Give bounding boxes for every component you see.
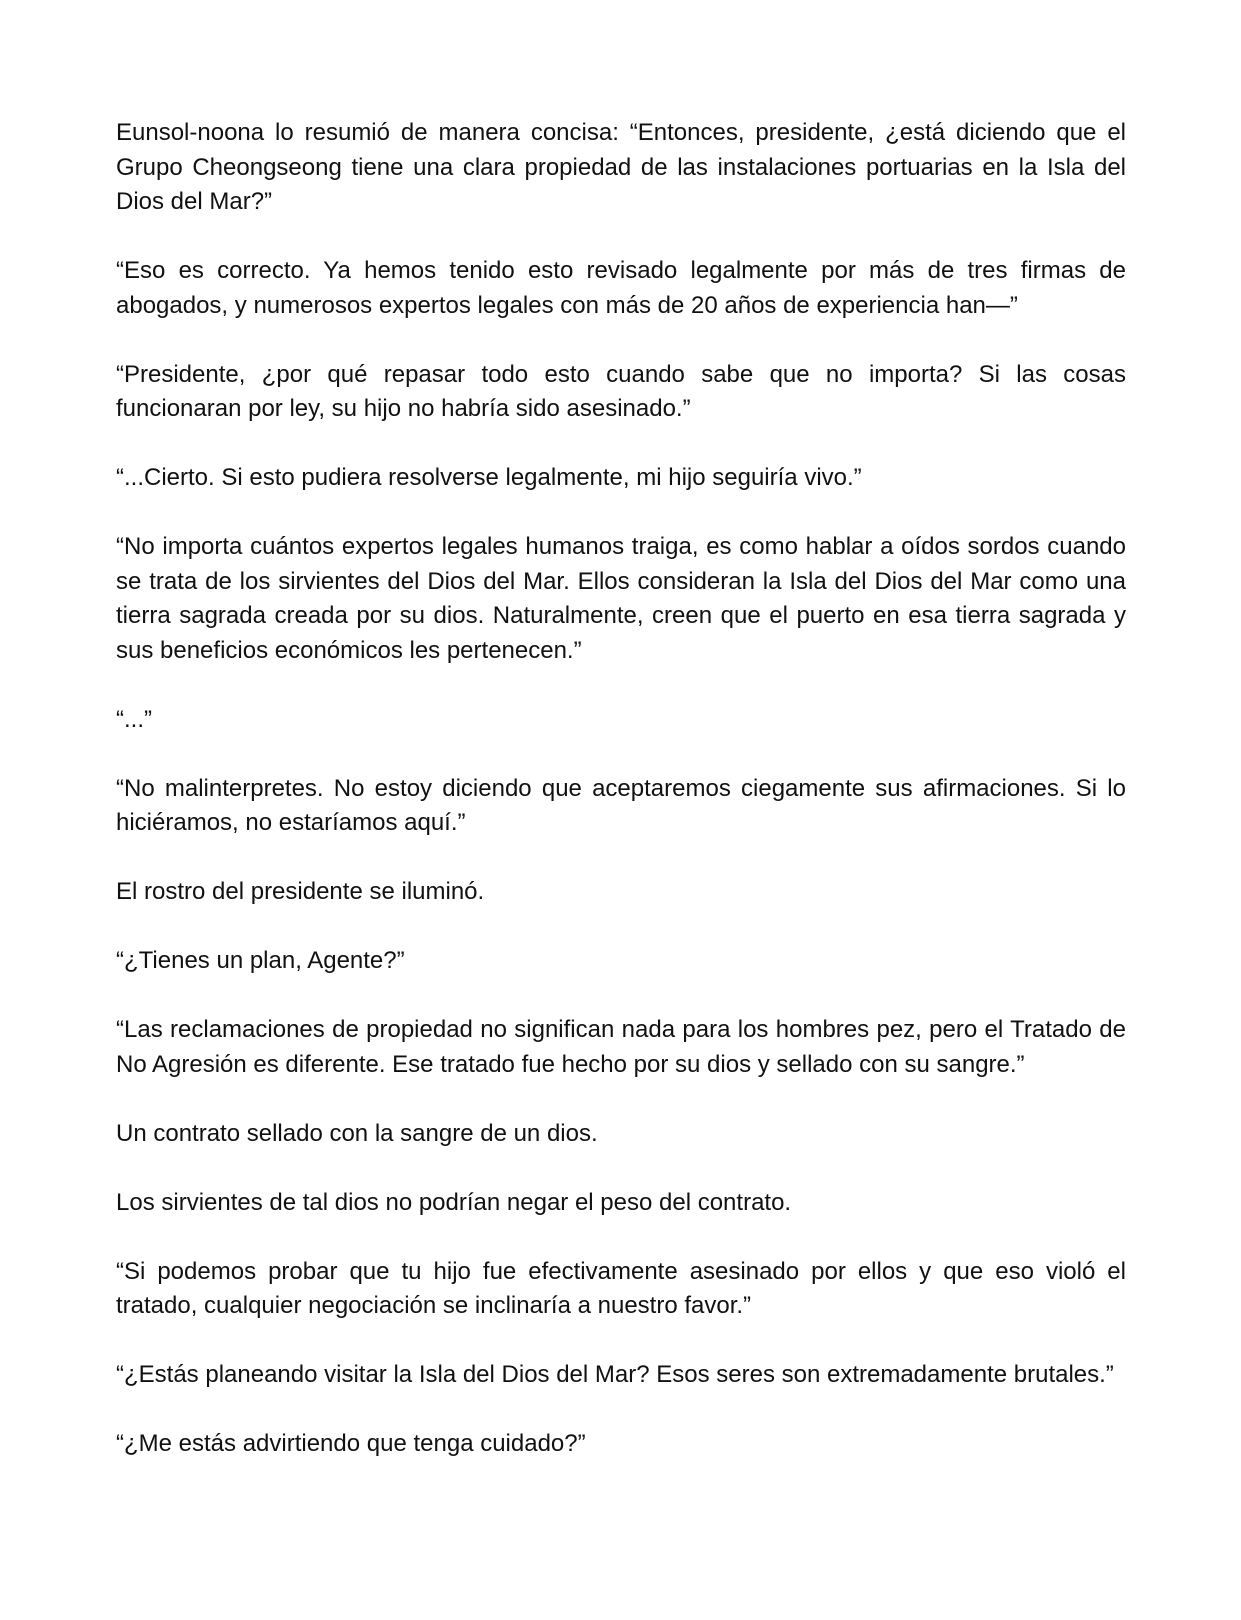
paragraph: “Eso es correcto. Ya hemos tenido esto revisado legalmente por más de tres firmas de abogados, y numerosos expertos legales con más de 20 años de experiencia han—”: [116, 257, 1126, 319]
paragraph: “Las reclamaciones de propiedad no significan nada para los hombres pez, pero el Tratado de No Agresión es diferente. Ese tratado fue hecho por su dios y sellado con su sangre.”: [116, 1016, 1126, 1078]
paragraph: “¿Tienes un plan, Agente?”: [116, 947, 405, 974]
paragraph: “No malinterpretes. No estoy diciendo que aceptaremos ciegamente sus afirmaciones. Si lo hiciéramos, no estaríamos aquí.”: [116, 774, 1126, 836]
body-text: [116, 116, 1126, 1496]
paragraph: Los sirvientes de tal dios no podrían negar el peso del contrato.: [116, 1188, 792, 1216]
paragraph: Eunsol-noona lo resumió de manera concisa: “Entonces, presidente, ¿está diciendo que el Grupo Cheongseong tiene una clara propiedad de las instalaciones portuarias en la Isla del Dios del Mar?”: [116, 119, 1126, 215]
paragraph: “...Cierto. Si esto pudiera resolverse legalmente, mi hijo seguiría vivo.”: [116, 464, 862, 491]
paragraph: Un contrato sellado con la sangre de un dios.: [116, 1119, 598, 1147]
paragraph: “...”: [116, 705, 152, 733]
paragraph: El rostro del presidente se iluminó.: [116, 878, 485, 905]
paragraph: “¿Me estás advirtiendo que tenga cuidado?”: [116, 1430, 586, 1457]
paragraph: “¿Estás planeando visitar la Isla del Dios del Mar? Esos seres son extremadamente brutales.”: [116, 1361, 1114, 1388]
paragraph: “No importa cuántos expertos legales humanos traiga, es como hablar a oídos sordos cuando se trata de los sirvientes del Dios del Mar. Ellos consideran la Isla del Dios del Mar como una tierra sagrada creada por su dios. Naturalmente, creen que el puerto en esa tierra sagrada y sus beneficios económicos les pertenecen.”: [116, 533, 1126, 664]
paragraph: “Si podemos probar que tu hijo fue efectivamente asesinado por ellos y que eso violó el tratado, cualquier negociación se inclinaría a nuestro favor.”: [116, 1257, 1126, 1319]
paragraph: “Presidente, ¿por qué repasar todo esto cuando sabe que no importa? Si las cosas funcionaran por ley, su hijo no habría sido asesinado.”: [116, 360, 1126, 422]
